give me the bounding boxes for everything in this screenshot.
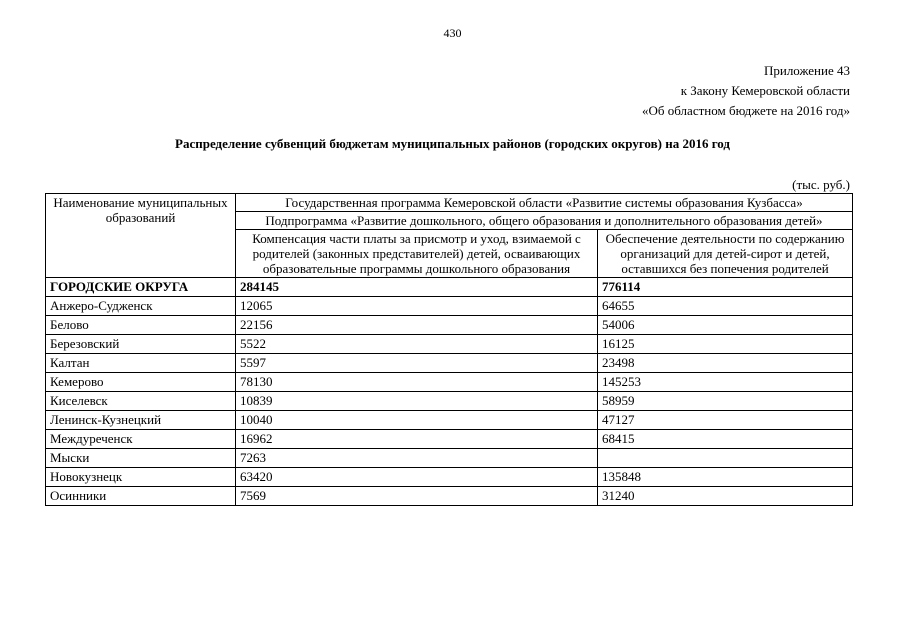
page-number: 430 [443, 26, 462, 40]
table-row [46, 373, 853, 392]
row-municipality-cell: Калтан [46, 354, 236, 373]
table-row [46, 354, 853, 373]
total-row-compensation: 284145 [236, 278, 598, 297]
table-row [46, 392, 853, 411]
row-municipality-cell: Ленинск-Кузнецкий [46, 411, 236, 430]
total-row-orphans: 776114 [598, 278, 853, 297]
subsidy-table [45, 193, 853, 506]
table-row [46, 335, 853, 354]
row-orphans-cell: 54006 [598, 316, 853, 335]
header-program: Государственная программа Кемеровской области «Развитие системы образования Кузбасса» [236, 194, 853, 212]
row-compensation-cell: 78130 [236, 373, 598, 392]
document-title: Распределение субвенций бюджетам муниципальных районов (городских округов) на 2016 год [175, 136, 730, 151]
row-orphans-cell: 31240 [598, 487, 853, 506]
row-municipality-cell: Мыски [46, 449, 236, 468]
header-row-program [46, 194, 853, 212]
row-compensation-cell: 7263 [236, 449, 598, 468]
appendix-line-2: к Закону Кемеровской области [680, 83, 850, 98]
table-row [46, 449, 853, 468]
appendix-block [642, 61, 850, 121]
header-municipality: Наименование муниципальных образований [46, 194, 236, 278]
total-row [46, 278, 853, 297]
header-subprogram: Подпрограмма «Развитие дошкольного, общего образования и дополнительного образования детей» [236, 212, 853, 230]
table-row [46, 468, 853, 487]
table-row [46, 297, 853, 316]
row-compensation-cell: 10040 [236, 411, 598, 430]
row-compensation-cell: 7569 [236, 487, 598, 506]
appendix-line-1: Приложение 43 [763, 63, 850, 78]
row-municipality-cell: Кемерово [46, 373, 236, 392]
units-label: (тыс. руб.) [792, 177, 850, 192]
header-compensation: Компенсация части платы за присмотр и уход, взимаемой с родителей (законных представителей) детей, осваивающих образовательные программы дошкольного образования [236, 230, 598, 278]
row-orphans-cell: 68415 [598, 430, 853, 449]
row-orphans-cell: 135848 [598, 468, 853, 487]
row-compensation-cell: 12065 [236, 297, 598, 316]
row-orphans-cell: 47127 [598, 411, 853, 430]
row-orphans-cell [598, 449, 853, 468]
row-orphans-cell: 64655 [598, 297, 853, 316]
row-municipality-cell: Осинники [46, 487, 236, 506]
row-compensation-cell: 16962 [236, 430, 598, 449]
row-compensation-cell: 5522 [236, 335, 598, 354]
table-row [46, 316, 853, 335]
row-orphans-cell: 58959 [598, 392, 853, 411]
table-row [46, 487, 853, 506]
row-compensation-cell: 10839 [236, 392, 598, 411]
row-orphans-cell: 23498 [598, 354, 853, 373]
row-compensation-cell: 22156 [236, 316, 598, 335]
row-orphans-cell: 145253 [598, 373, 853, 392]
table-row [46, 430, 853, 449]
row-municipality-cell: Березовский [46, 335, 236, 354]
row-municipality-cell: Киселевск [46, 392, 236, 411]
row-compensation-cell: 5597 [236, 354, 598, 373]
row-compensation-cell: 63420 [236, 468, 598, 487]
appendix-line-3: «Об областном бюджете на 2016 год» [642, 103, 850, 118]
row-municipality-cell: Новокузнецк [46, 468, 236, 487]
total-row-name: ГОРОДСКИЕ ОКРУГА [46, 278, 236, 297]
row-orphans-cell: 16125 [598, 335, 853, 354]
row-municipality-cell: Междуреченск [46, 430, 236, 449]
table-row [46, 411, 853, 430]
row-municipality-cell: Белово [46, 316, 236, 335]
header-orphans: Обеспечение деятельности по содержанию организаций для детей-сирот и детей, оставшихся без попечения родителей [598, 230, 853, 278]
row-municipality-cell: Анжеро-Судженск [46, 297, 236, 316]
